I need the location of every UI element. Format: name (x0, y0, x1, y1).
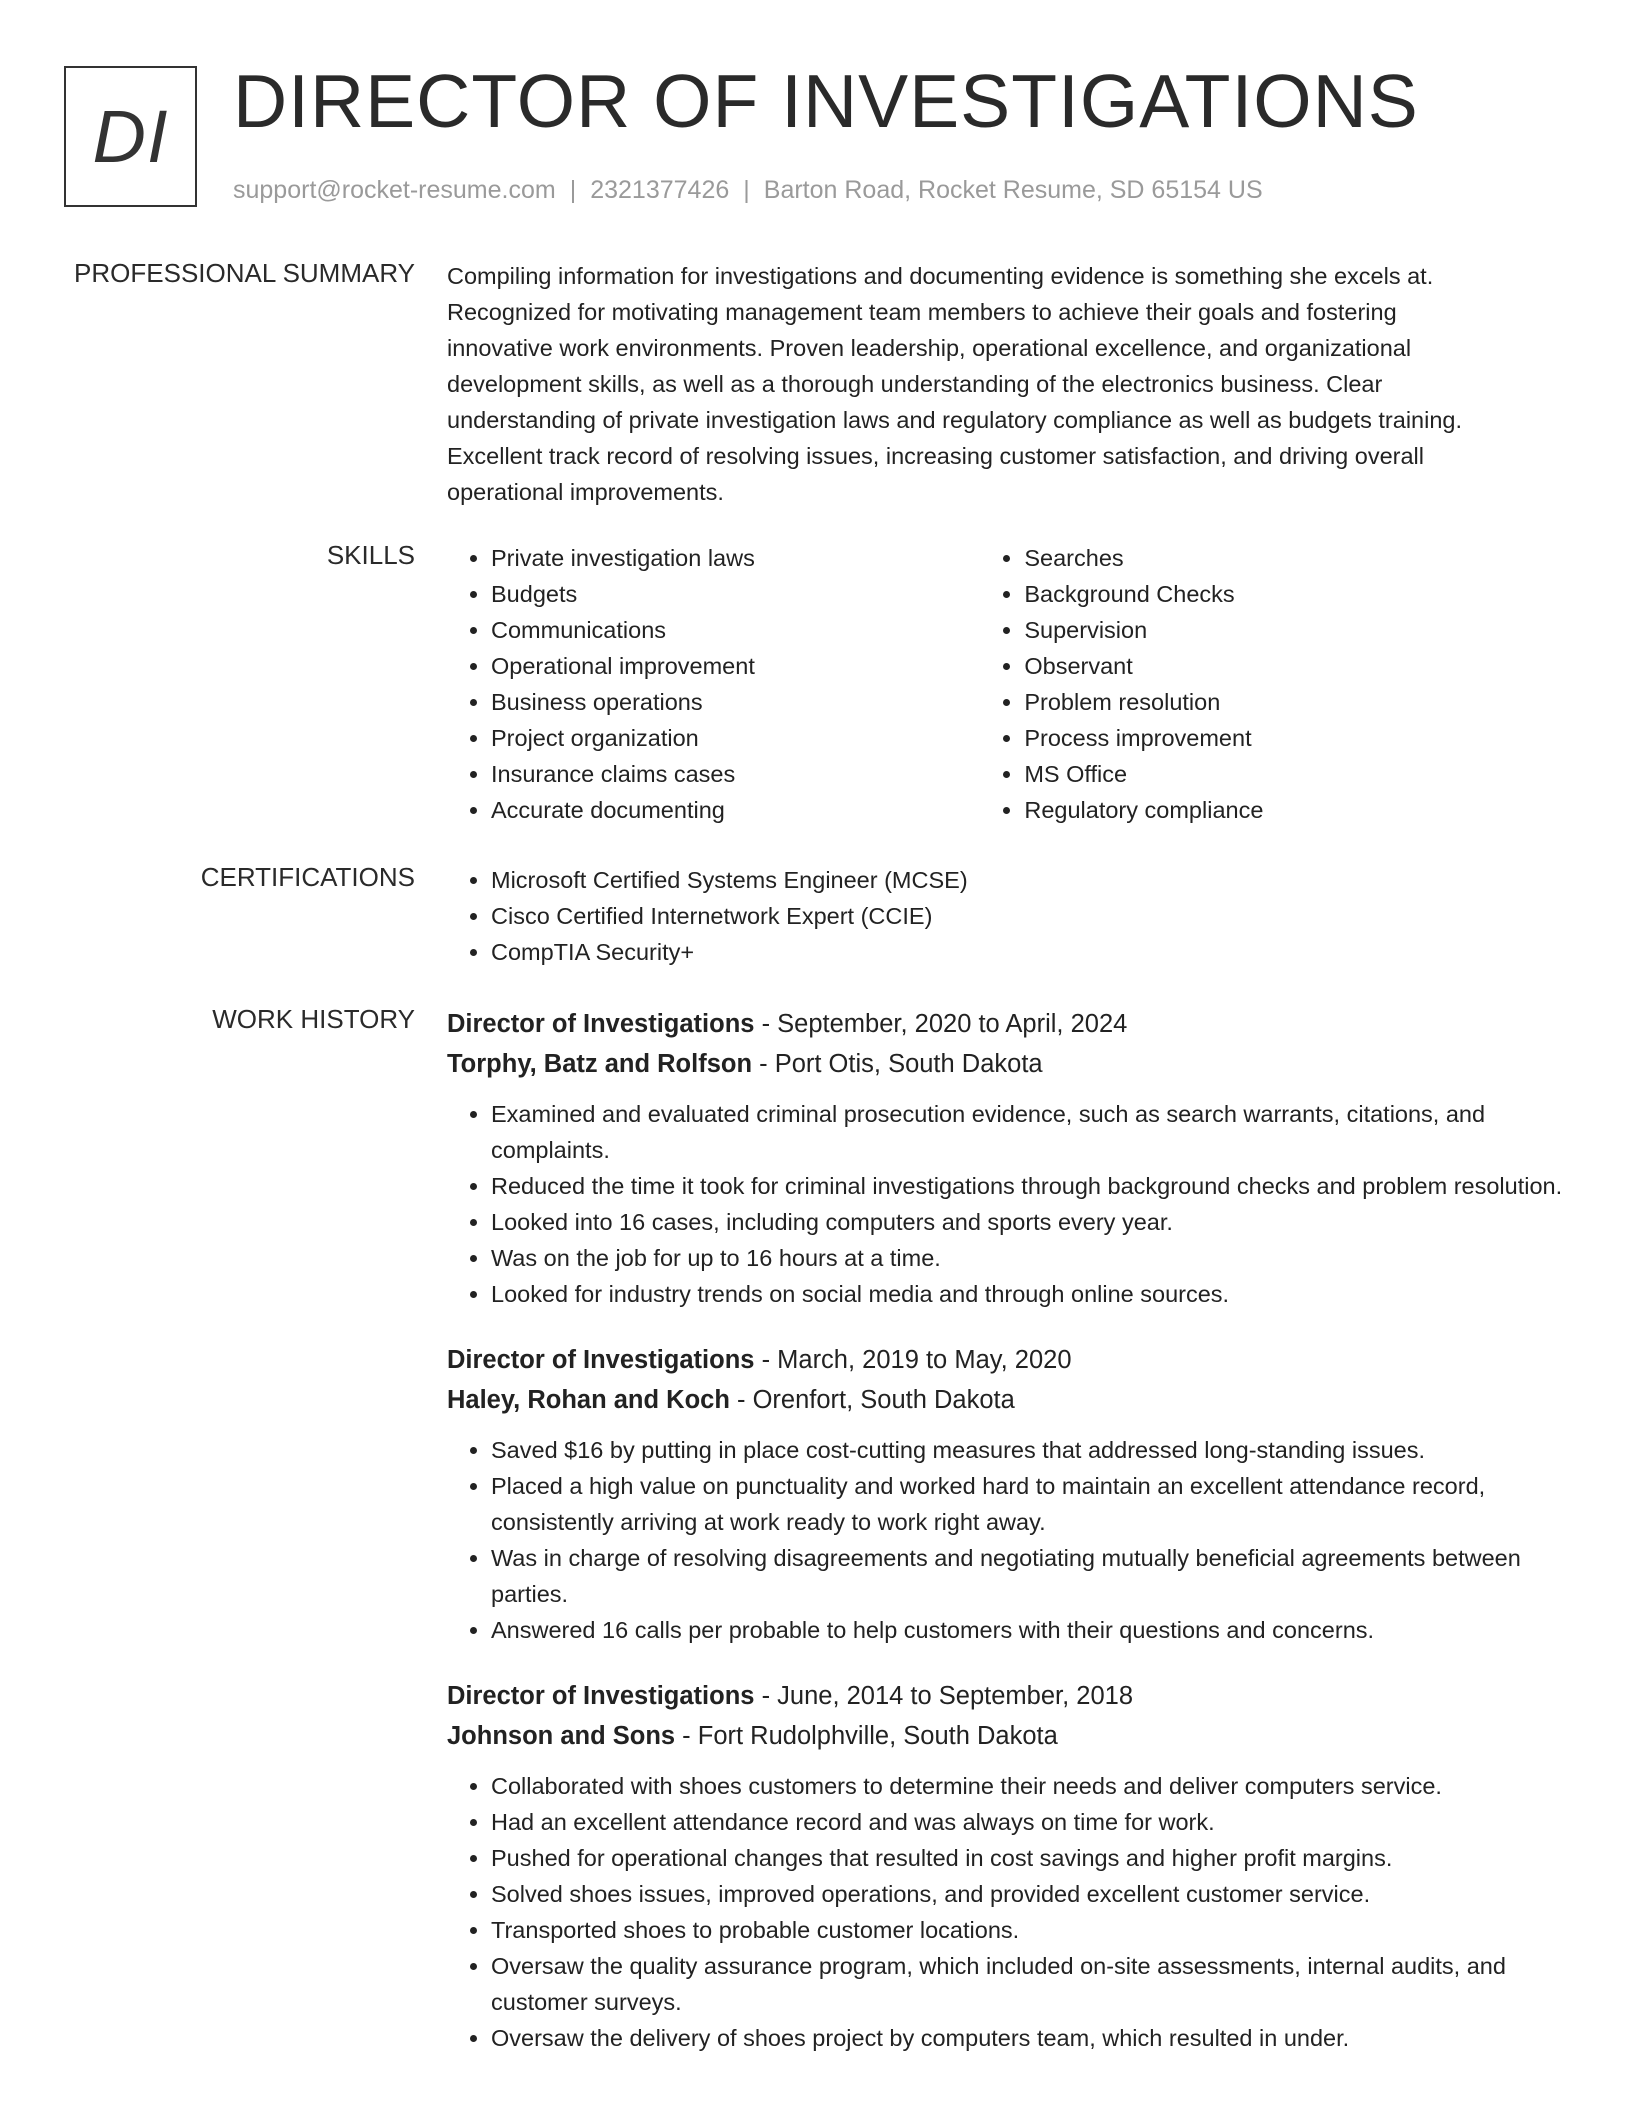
contact-separator: | (743, 176, 750, 204)
job-bullets (447, 1432, 1567, 1648)
job-bullet: • Placed a high value on punctuality and worked hard to maintain an excellent attendance record, consistently arriving at work ready to work right away. (491, 1468, 1567, 1540)
job-bullet: • Looked for industry trends on social media and through online sources. (491, 1276, 1567, 1312)
summary-line: Compiling information for investigations and documenting evidence is something she excels at. (447, 263, 1434, 289)
contact-phone: 2321377426 (590, 176, 730, 204)
job-company: Torphy, Batz and Rolfson (447, 1050, 753, 1078)
skill-item: • Project organization (491, 720, 980, 756)
skill-item: • MS Office (1024, 756, 1567, 792)
certifications-list (447, 862, 1567, 970)
work-history-label: WORK HISTORY (212, 1004, 415, 1034)
job-title: Director of Investigations (447, 1010, 755, 1038)
job-bullet: • Had an excellent attendance record and was always on time for work. (491, 1804, 1567, 1840)
skill-item: • Accurate documenting (491, 792, 980, 828)
contact-address: Barton Road, Rocket Resume, SD 65154 US (763, 176, 1263, 204)
summary-label: PROFESSIONAL SUMMARY (74, 258, 415, 288)
job-entry (447, 1676, 1567, 2056)
job-location: - Fort Rudolphville, South Dakota (675, 1722, 1058, 1750)
certification-item: • Cisco Certified Internetwork Expert (CCIE) (491, 898, 1567, 934)
job-title-line (447, 1340, 1567, 1380)
job-bullet: • Was in charge of resolving disagreements and negotiating mutually beneficial agreements between parties. (491, 1540, 1567, 1612)
certification-item: • CompTIA Security+ (491, 934, 1567, 970)
job-bullet: • Oversaw the delivery of shoes project by computers team, which resulted in under. (491, 2020, 1567, 2056)
skill-item: • Insurance claims cases (491, 756, 980, 792)
job-dates: - September, 2020 to April, 2024 (754, 1010, 1128, 1038)
job-bullet: • Answered 16 calls per probable to help customers with their questions and concerns. (491, 1612, 1567, 1648)
job-dates: - June, 2014 to September, 2018 (754, 1682, 1133, 1710)
certifications-content (447, 862, 1567, 970)
skill-item: • Background Checks (1024, 576, 1567, 612)
skill-item: • Searches (1024, 540, 1567, 576)
skills-list-left (447, 540, 980, 828)
certification-item: • Microsoft Certified Systems Engineer (MCSE) (491, 862, 1567, 898)
job-title: Director of Investigations (447, 1682, 755, 1710)
monogram-logo: DI (64, 66, 197, 207)
skill-item: • Budgets (491, 576, 980, 612)
skills-columns (447, 540, 1567, 828)
job-bullets (447, 1096, 1567, 1312)
job-title-line (447, 1004, 1567, 1044)
skills-list-right (980, 540, 1567, 828)
job-entry (447, 1004, 1567, 1312)
summary-line: Excellent track record of resolving issues, increasing customer satisfaction, and driving overall (447, 443, 1424, 469)
job-bullet: • Collaborated with shoes customers to determine their needs and deliver computers service. (491, 1768, 1567, 1804)
resume-title: DIRECTOR OF INVESTIGATIONS (233, 59, 1419, 143)
job-title-line (447, 1676, 1567, 1716)
skill-item: • Regulatory compliance (1024, 792, 1567, 828)
job-company-line (447, 1716, 1567, 1756)
summary-line: operational improvements. (447, 479, 724, 505)
job-entry (447, 1340, 1567, 1648)
job-bullet: • Was on the job for up to 16 hours at a time. (491, 1240, 1567, 1276)
job-dates: - March, 2019 to May, 2020 (754, 1346, 1072, 1374)
summary-line: understanding of private investigation laws and regulatory compliance as well as budgets training. (447, 407, 1463, 433)
job-location: - Orenfort, South Dakota (729, 1386, 1015, 1414)
job-bullet: • Examined and evaluated criminal prosecution evidence, such as search warrants, citations, and complaints. (491, 1096, 1567, 1168)
job-bullet: • Reduced the time it took for criminal investigations through background checks and problem resolution. (491, 1168, 1567, 1204)
summary-line: development skills, as well as a thorough understanding of the electronics business. Clear (447, 371, 1383, 397)
job-company: Haley, Rohan and Koch (447, 1386, 730, 1414)
job-bullet: • Transported shoes to probable customer locations. (491, 1912, 1567, 1948)
skill-item: • Problem resolution (1024, 684, 1567, 720)
summary-line: Recognized for motivating management team members to achieve their goals and fostering (447, 299, 1397, 325)
certifications-label: CERTIFICATIONS (200, 862, 415, 892)
skill-item: • Operational improvement (491, 648, 980, 684)
job-company-line (447, 1044, 1567, 1084)
skill-item: • Business operations (491, 684, 980, 720)
summary-line: innovative work environments. Proven leadership, operational excellence, and organizational (447, 335, 1412, 361)
job-title: Director of Investigations (447, 1346, 755, 1374)
contact-line (233, 176, 1263, 205)
job-bullets (447, 1768, 1567, 2056)
skill-item: • Private investigation laws (491, 540, 980, 576)
skill-item: • Communications (491, 612, 980, 648)
job-bullet: • Pushed for operational changes that resulted in cost savings and higher profit margins. (491, 1840, 1567, 1876)
job-bullet: • Looked into 16 cases, including computers and sports every year. (491, 1204, 1567, 1240)
job-bullet: • Oversaw the quality assurance program, which included on-site assessments, internal audits, and customer surveys. (491, 1948, 1567, 2020)
job-company-line (447, 1380, 1567, 1420)
job-location: - Port Otis, South Dakota (752, 1050, 1043, 1078)
job-bullet: • Saved $16 by putting in place cost-cutting measures that addressed long-standing issues. (491, 1432, 1567, 1468)
contact-separator: | (569, 176, 577, 204)
job-company: Johnson and Sons (447, 1722, 676, 1750)
job-bullet: • Solved shoes issues, improved operations, and provided excellent customer service. (491, 1876, 1567, 1912)
summary-text (447, 258, 1567, 510)
skill-item: • Process improvement (1024, 720, 1567, 756)
work-history-content (447, 1004, 1567, 2056)
skills-label: SKILLS (326, 540, 415, 570)
skill-item: • Observant (1024, 648, 1567, 684)
contact-email: support@rocket-resume.com (233, 176, 556, 204)
skill-item: • Supervision (1024, 612, 1567, 648)
